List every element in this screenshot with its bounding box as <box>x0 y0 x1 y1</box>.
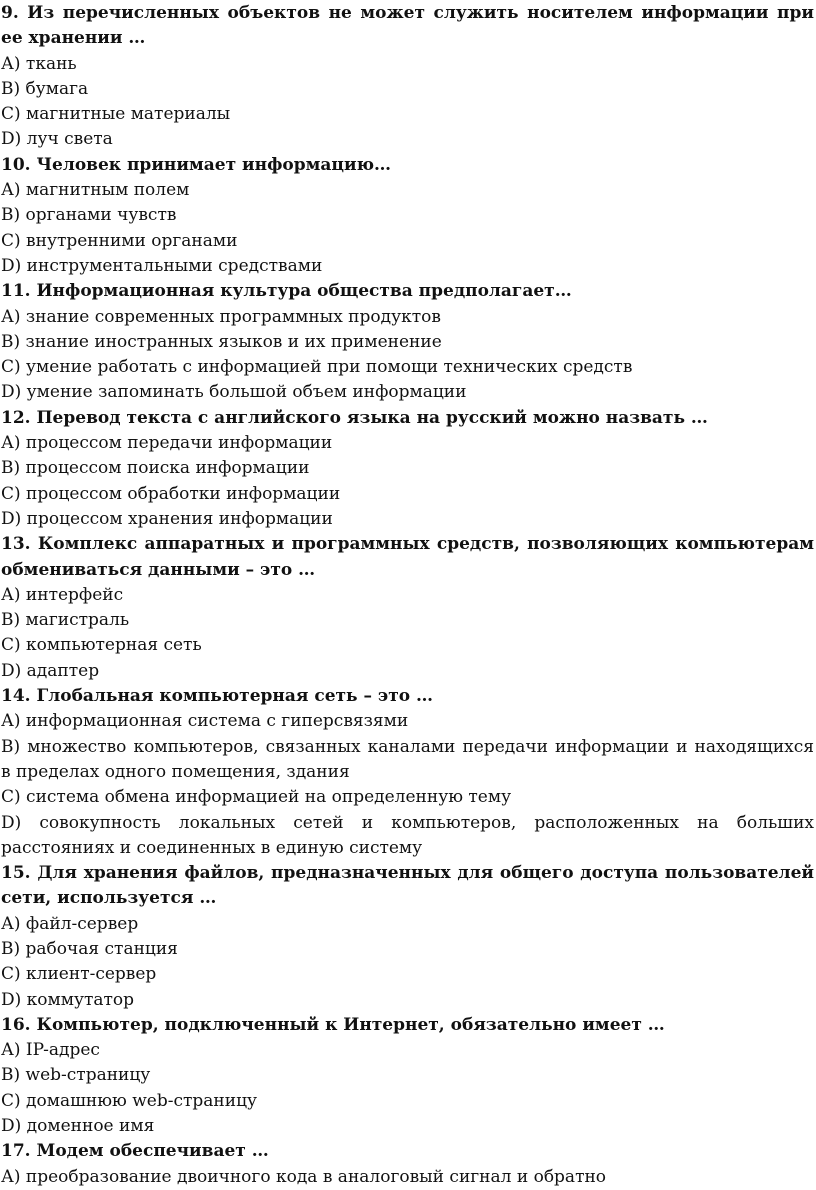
answer-option: С) компьютерная сеть <box>1 635 202 656</box>
question-text: Человек принимает информацию… <box>36 154 392 175</box>
question-title <box>1 1013 814 1038</box>
answer-option: А) преобразование двоичного кода в аналоговый сигнал и обратно <box>1 1166 607 1187</box>
question-number: 11. <box>1 281 31 302</box>
answer-option: А) файл-сервер <box>1 913 139 934</box>
answer-option: С) внутренними органами <box>1 230 238 251</box>
question-title <box>1 861 814 912</box>
answer-option: В) множество компьютеров, связанных каналами передачи информации и находящихся в пределах одного помещения, здания <box>1 736 814 782</box>
question-number: 17. <box>1 1141 31 1162</box>
answer-option: А) знание современных программных продуктов <box>1 306 441 327</box>
question-title <box>1 153 814 178</box>
question-title <box>1 684 814 709</box>
question-title <box>1 1 814 52</box>
answer-option: В) магистраль <box>1 610 130 631</box>
question-number: 12. <box>1 407 31 428</box>
answer-option: А) магнитным полем <box>1 180 190 201</box>
question-title <box>1 279 814 304</box>
question-text: Глобальная компьютерная сеть – это … <box>36 686 434 707</box>
question-16 <box>1 1013 814 1139</box>
answer-option: D) совокупность локальных сетей и компьютеров, расположенных на больших расстояниях и соединенных в единую систему <box>1 812 814 858</box>
answer-option: В) процессом поиска информации <box>1 458 310 479</box>
answer-option: В) знание иностранных языков и их применение <box>1 331 442 352</box>
answer-option: С) домашнюю web-страницу <box>1 1090 258 1111</box>
answer-option: D) адаптер <box>1 660 100 681</box>
question-title <box>1 1139 814 1164</box>
answer-option: А) процессом передачи информации <box>1 433 333 454</box>
answer-option: В) web-страницу <box>1 1065 151 1086</box>
question-text: Из перечисленных объектов не может служить носителем информации при ее хранении … <box>1 3 814 49</box>
question-number: 16. <box>1 1014 31 1035</box>
answer-option: С) умение работать с информацией при помощи технических средств <box>1 357 633 378</box>
answer-option: С) процессом обработки информации <box>1 483 341 504</box>
question-number: 9. <box>1 3 19 23</box>
question-text: Информационная культура общества предполагает… <box>36 281 572 302</box>
answer-option: В) бумага <box>1 78 89 99</box>
question-text: Комплекс аппаратных и программных средств, позволяющих компьютерам обмениваться данными – это … <box>1 534 815 580</box>
answer-option: С) система обмена информацией на определенную тему <box>1 787 512 808</box>
question-14 <box>1 684 814 861</box>
answer-option: D) доменное имя <box>1 1116 155 1137</box>
question-number: 13. <box>1 534 31 555</box>
question-number: 10. <box>1 154 31 175</box>
question-11 <box>1 279 814 405</box>
question-10 <box>1 153 814 279</box>
answer-option: D) луч света <box>1 129 113 150</box>
question-text: Компьютер, подключенный к Интернет, обязательно имеет … <box>36 1014 665 1035</box>
question-17 <box>1 1139 814 1190</box>
answer-option: А) информационная система с гиперсвязями <box>1 711 409 732</box>
question-title <box>1 532 814 583</box>
answer-option: А) интерфейс <box>1 584 124 605</box>
answer-option: А) ткань <box>1 53 77 74</box>
answer-option: А) IP-адрес <box>1 1040 100 1061</box>
answer-option: В) рабочая станция <box>1 938 178 959</box>
question-number: 15. <box>1 863 31 884</box>
answer-option: D) процессом хранения информации <box>1 508 333 529</box>
question-title <box>1 406 814 431</box>
document-page <box>1 1 814 1190</box>
answer-option: D) инструментальными средствами <box>1 255 323 276</box>
answer-option: D) умение запоминать большой объем информации <box>1 382 467 403</box>
question-15 <box>1 861 814 1013</box>
question-number: 14. <box>1 686 31 707</box>
question-text: Для хранения файлов, предназначенных для общего доступа пользователей сети, используется … <box>1 863 814 909</box>
question-13 <box>1 532 814 684</box>
question-9 <box>1 1 814 153</box>
question-text: Перевод текста с английского языка на русский можно назвать … <box>36 407 708 428</box>
answer-option: D) коммутатор <box>1 989 135 1010</box>
answer-option: С) магнитные материалы <box>1 104 231 125</box>
answer-option: В) органами чувств <box>1 205 177 226</box>
answer-option: С) клиент-сервер <box>1 964 157 985</box>
question-12 <box>1 406 814 532</box>
question-text: Модем обеспечивает … <box>36 1141 269 1162</box>
